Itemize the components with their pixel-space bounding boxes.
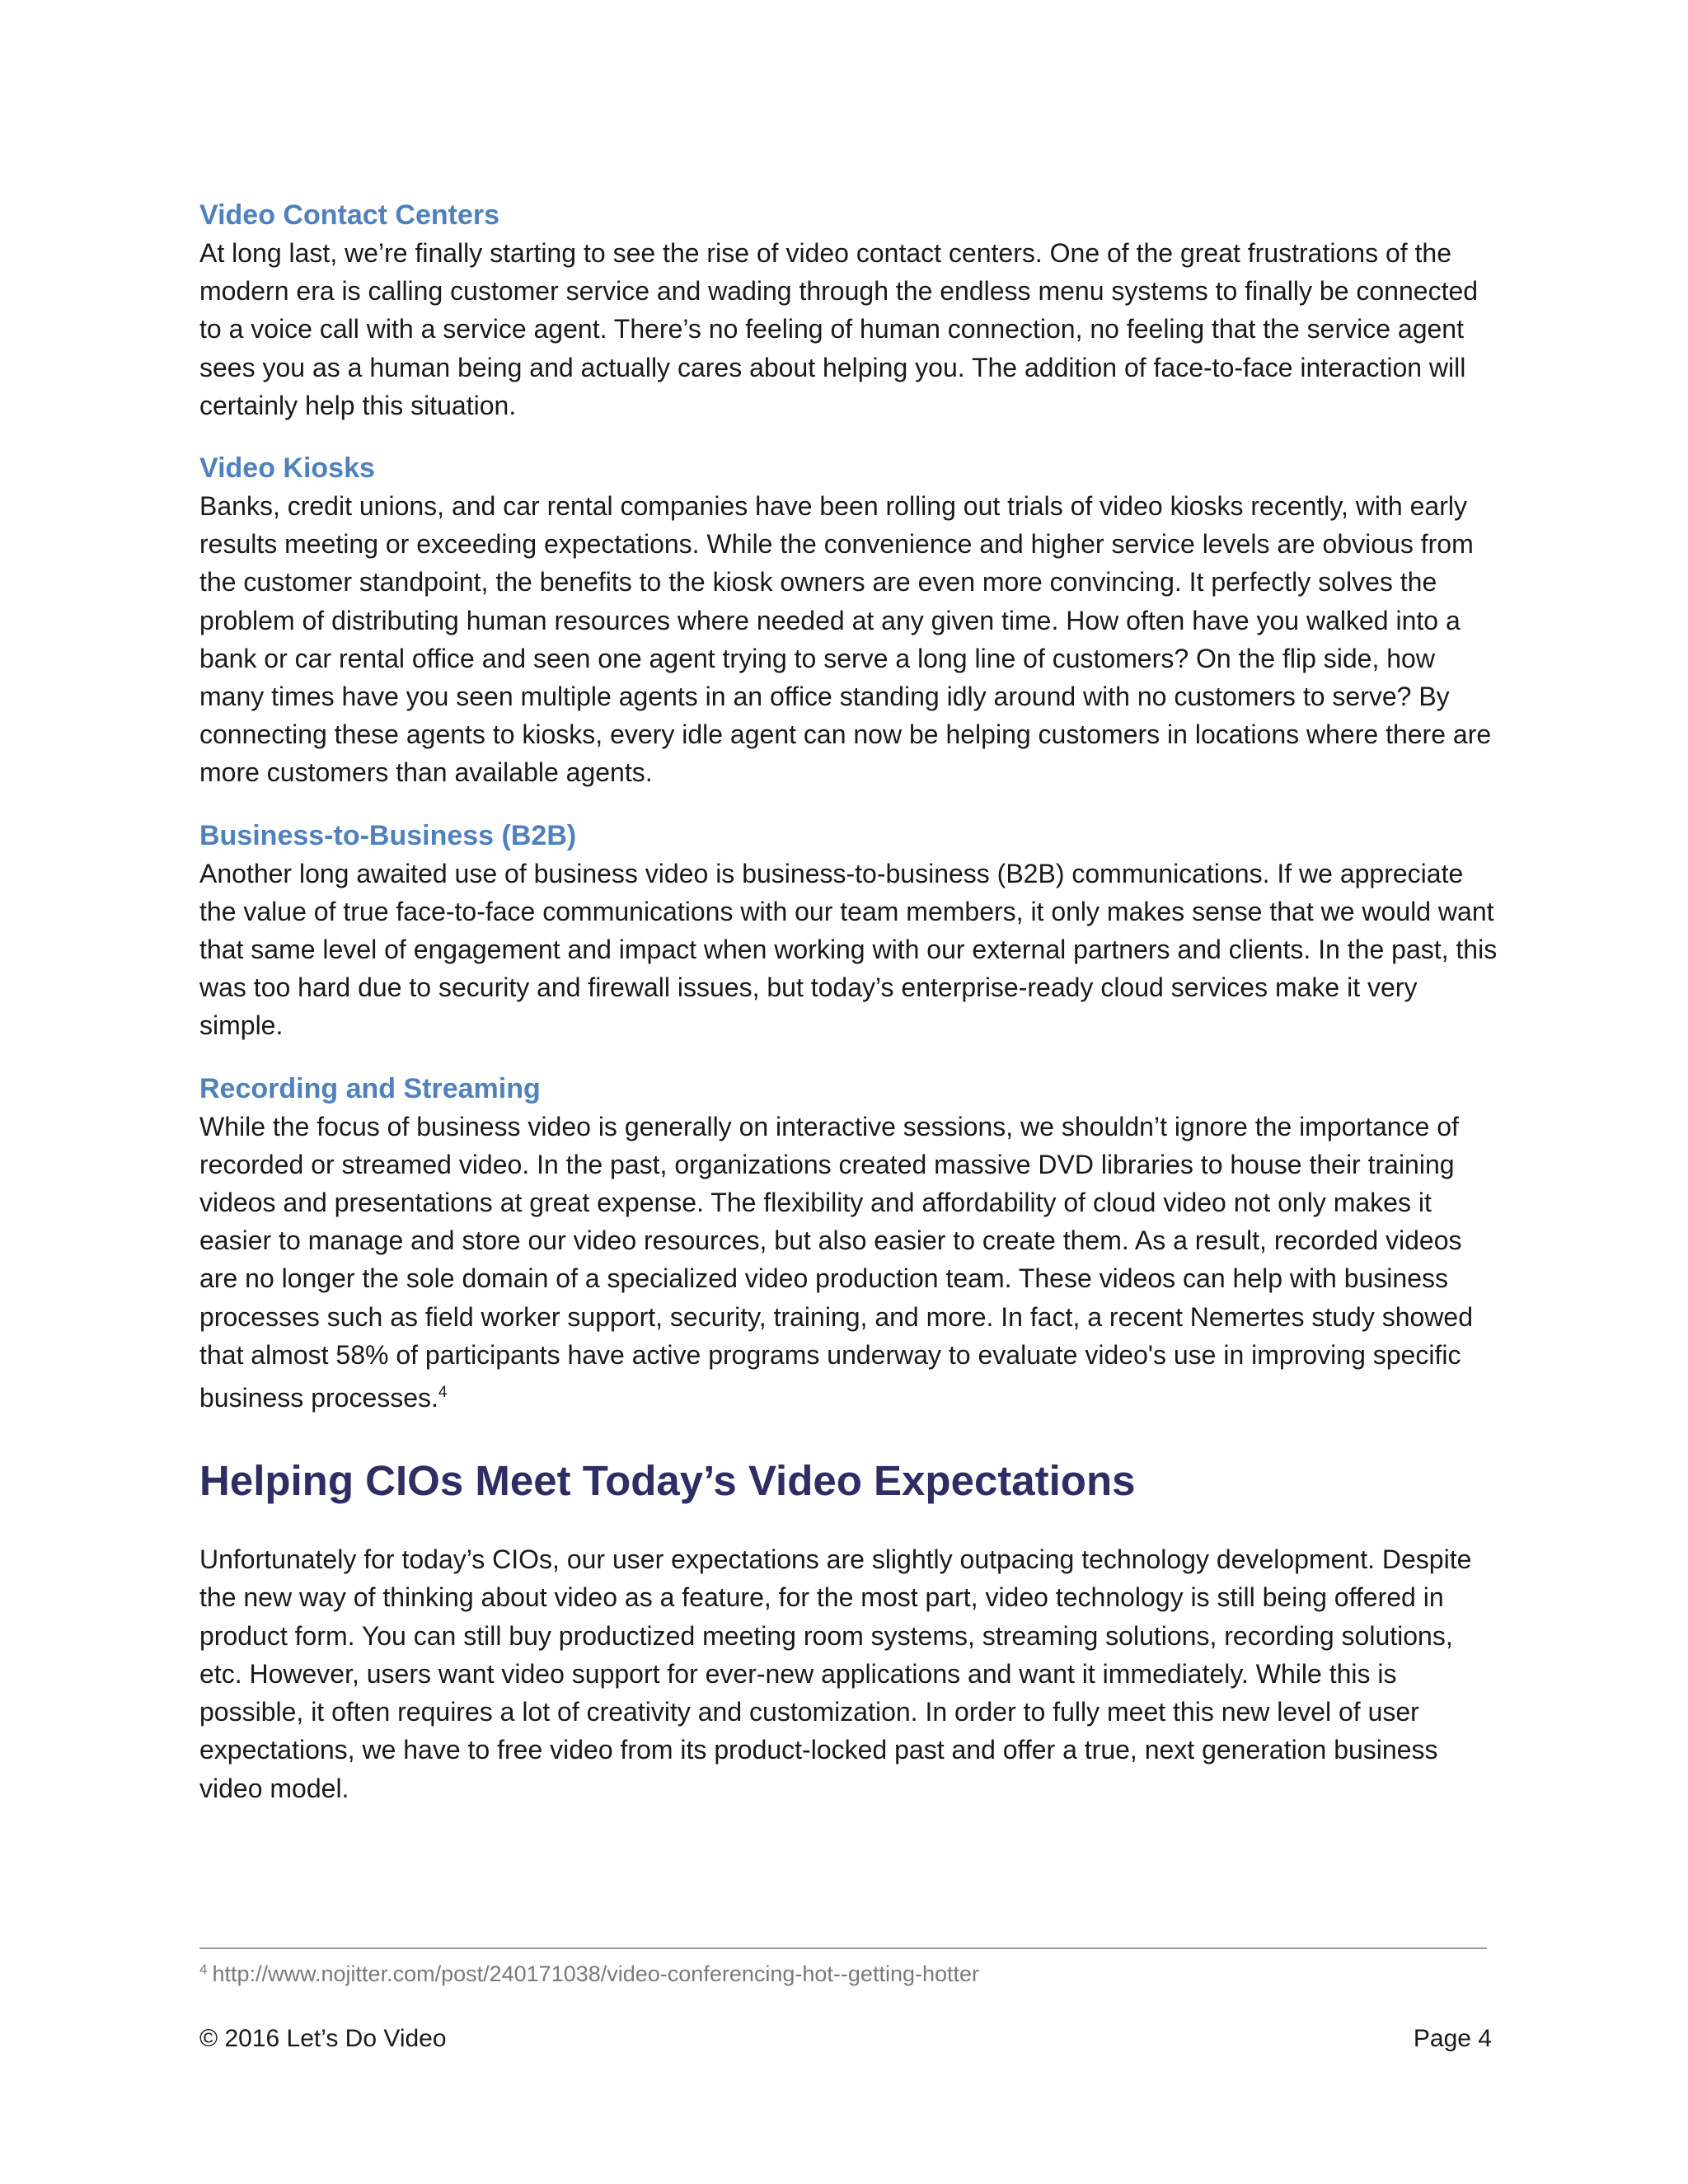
section-heading: Business-to-Business (B2B) — [199, 819, 577, 851]
section-paragraph — [199, 1108, 1502, 1418]
section-heading: Recording and Streaming — [199, 1072, 541, 1104]
footer-page-number: Page 4 — [1413, 2025, 1492, 2052]
section-heading: Video Contact Centers — [199, 199, 500, 231]
section-heading: Video Kiosks — [199, 452, 375, 485]
section-paragraph: Another long awaited use of business video is business-to-business (B2B) communications. If we appreciate the value of true face-to-face communications with our team members, it only makes sense that we would want that same level of engagement and impact when working with our external partners and clients. In the past, this was too hard due to security and firewall issues, but today’s enterprise-ready cloud services make it very simple. — [199, 858, 1498, 1041]
footnote-link[interactable]: http://www.nojitter.com/post/240171038/video-conferencing-hot--getting-hotter — [212, 1961, 980, 1986]
section-paragraph: At long last, we’re finally starting to see the rise of video contact centers. One of the great frustrations of the modern era is calling customer service and wading through the endless menu systems to finally be connected to a voice call with a service agent. There’s no feeling of human connection, no feeling that the service agent sees you as a human being and actually cares about helping you. The addition of face-to-face interaction will certainly help this situation. — [199, 238, 1479, 420]
footnote-reference[interactable]: 4 — [438, 1384, 448, 1402]
footnote-number: 4 — [199, 1961, 208, 1977]
footnote-divider — [199, 1947, 1487, 1949]
section-video-kiosks — [199, 449, 1502, 792]
document-body — [199, 196, 1502, 1807]
main-paragraph: Unfortunately for today’s CIOs, our user expectations are slightly outpacing technology development. Despite the new way of thinking about video as a feature, for the most part, video technology is still being offered in product form. You can still buy productized meeting room systems, streaming solutions, recording solutions, etc. However, users want video support for ever-new applications and want it immediately. While this is possible, it often requires a lot of creativity and customization. In order to fully meet this new level of user expectations, we have to free video from its product-locked past and offer a true, next generation business video model. — [199, 1544, 1472, 1803]
section-b2b — [199, 817, 1502, 1045]
section-paragraph: Banks, credit unions, and car rental companies have been rolling out trials of video kiosks recently, with early results meeting or exceeding expectations. While the convenience and higher service levels are obvious from the customer standpoint, the benefits to the kiosk owners are even more convincing. It perfectly solves the problem of distributing human resources where needed at any given time. How often have you walked into a bank or car rental office and seen one agent trying to serve a long line of customers? On the flip side, how many times have you seen multiple agents in an office standing idly around with no customers to serve? By connecting these agents to kiosks, every idle agent can now be helping customers in locations where there are more customers than available agents. — [199, 491, 1492, 788]
footer-copyright: © 2016 Let’s Do Video — [199, 2025, 447, 2052]
section-recording-streaming — [199, 1070, 1502, 1418]
section-paragraph-text: While the focus of business video is generally on interactive sessions, we shouldn’t ignore the importance of recorded or streamed video. In the past, organizations created massive DVD libraries to house their training videos and presentations at great expense. The flexibility and affordability of cloud video not only makes it easier to manage and store our video resources, but also easier to create them. As a result, recorded videos are no longer the sole domain of a specialized video production team. These videos can help with business processes such as field worker support, security, training, and more. In fact, a recent Nemertes study showed that almost 58% of participants have active programs underway to evaluate video's use in improving specific business processes. — [199, 1111, 1473, 1413]
section-video-contact-centers — [199, 196, 1502, 424]
footnote — [199, 1956, 979, 1988]
main-heading: Helping CIOs Meet Today’s Video Expectations — [199, 1457, 1136, 1505]
